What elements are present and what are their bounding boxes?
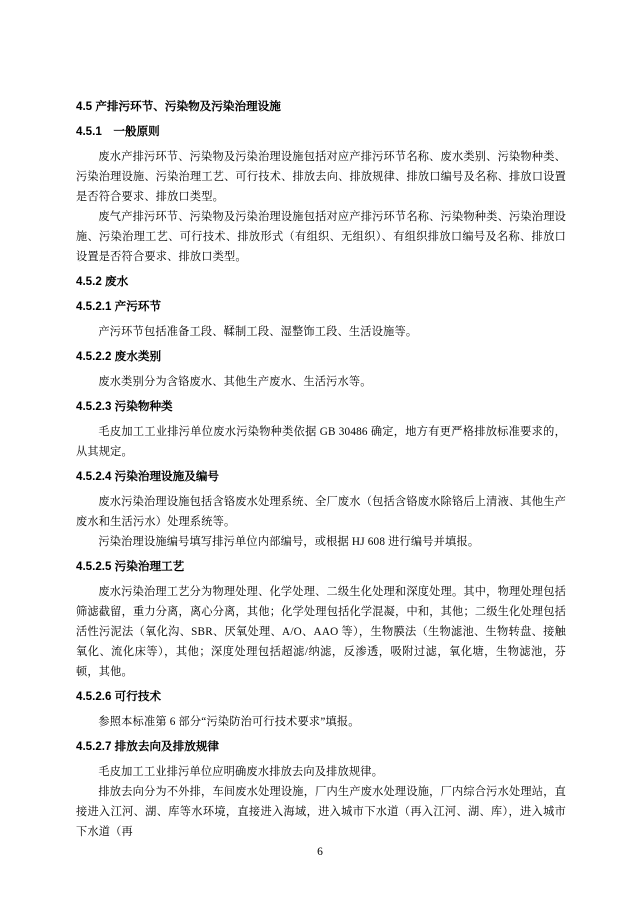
section-heading: 4.5.2.4 污染治理设施及编号 [76,470,220,483]
paragraph: 产污环节包括准备工段、鞣制工段、湿整饰工段、生活设施等。 [98,326,418,338]
paragraph: 毛皮加工工业排污单位废水污染物种类依据 GB 30486 确定，地方有更严格排放标准要求的，从其规定。 [76,426,566,458]
paragraph: 污染治理设施编号填写排污单位内部编号，或根据 HJ 608 进行编号并填报。 [98,536,480,548]
section-heading: 4.5.2 废水 [76,275,129,288]
section-heading: 4.5.2.7 排放去向及排放规律 [76,740,220,753]
section-heading: 4.5.2.2 废水类别 [76,350,162,363]
document-content [76,97,566,842]
section-heading: 4.5.2.6 可行技术 [76,690,162,703]
paragraph: 废水污染治理设施包括含铬废水处理系统、全厂废水（包括含铬废水除铬后上清液、其他生产废水和生活污水）处理系统等。 [76,496,566,528]
section-heading: 4.5.2.1 产污环节 [76,300,162,313]
section-heading: 4.5.1 一般原则 [76,125,160,138]
paragraph: 排放去向分为不外排，车间废水处理设施，厂内生产废水处理设施，厂内综合污水处理站，直接进入江河、湖、库等水环境，直接进入海域，进入城市下水道（再入江河、湖、库），进入城市下水道（再 [76,786,566,838]
paragraph: 毛皮加工工业排污单位应明确废水排放去向及排放规律。 [98,766,384,778]
paragraph: 废气产排污环节、污染物及污染治理设施包括对应产排污环节名称、污染物种类、污染治理设施、污染治理工艺、可行技术、排放形式（有组织、无组织）、有组织排放口编号及名称、排放口设置是否符合要求、排放口类型。 [76,211,566,263]
paragraph: 废水类别分为含铬废水、其他生产废水、生活污水等。 [98,376,372,388]
section-heading: 4.5 产排污环节、污染物及污染治理设施 [76,100,281,113]
section-heading: 4.5.2.3 污染物种类 [76,400,173,413]
page-number: 6 [317,846,323,858]
paragraph: 废水产排污环节、污染物及污染治理设施包括对应产排污环节名称、废水类别、污染物种类、污染治理设施、污染治理工艺、可行技术、排放去向、排放规律、排放口编号及名称、排放口设置是否符合要求、排放口类型。 [76,151,566,203]
section-heading: 4.5.2.5 污染治理工艺 [76,560,185,573]
paragraph: 废水污染治理工艺分为物理处理、化学处理、二级生化处理和深度处理。其中，物理处理包括筛滤截留，重力分离，离心分离，其他；化学处理包括化学混凝，中和，其他；二级生化处理包括活性污泥法（氧化沟、SBR、厌氧处理、A/O、AAO 等），生物膜法（生物滤池、生物转盘、接触氧化、流化床等），其他；深度处理包括超滤/纳滤，反渗透，吸附过滤，氧化塘，生物滤池，芬顿，其他。 [76,586,566,678]
paragraph: 参照本标准第 6 部分“污染防治可行技术要求”填报。 [98,716,360,728]
